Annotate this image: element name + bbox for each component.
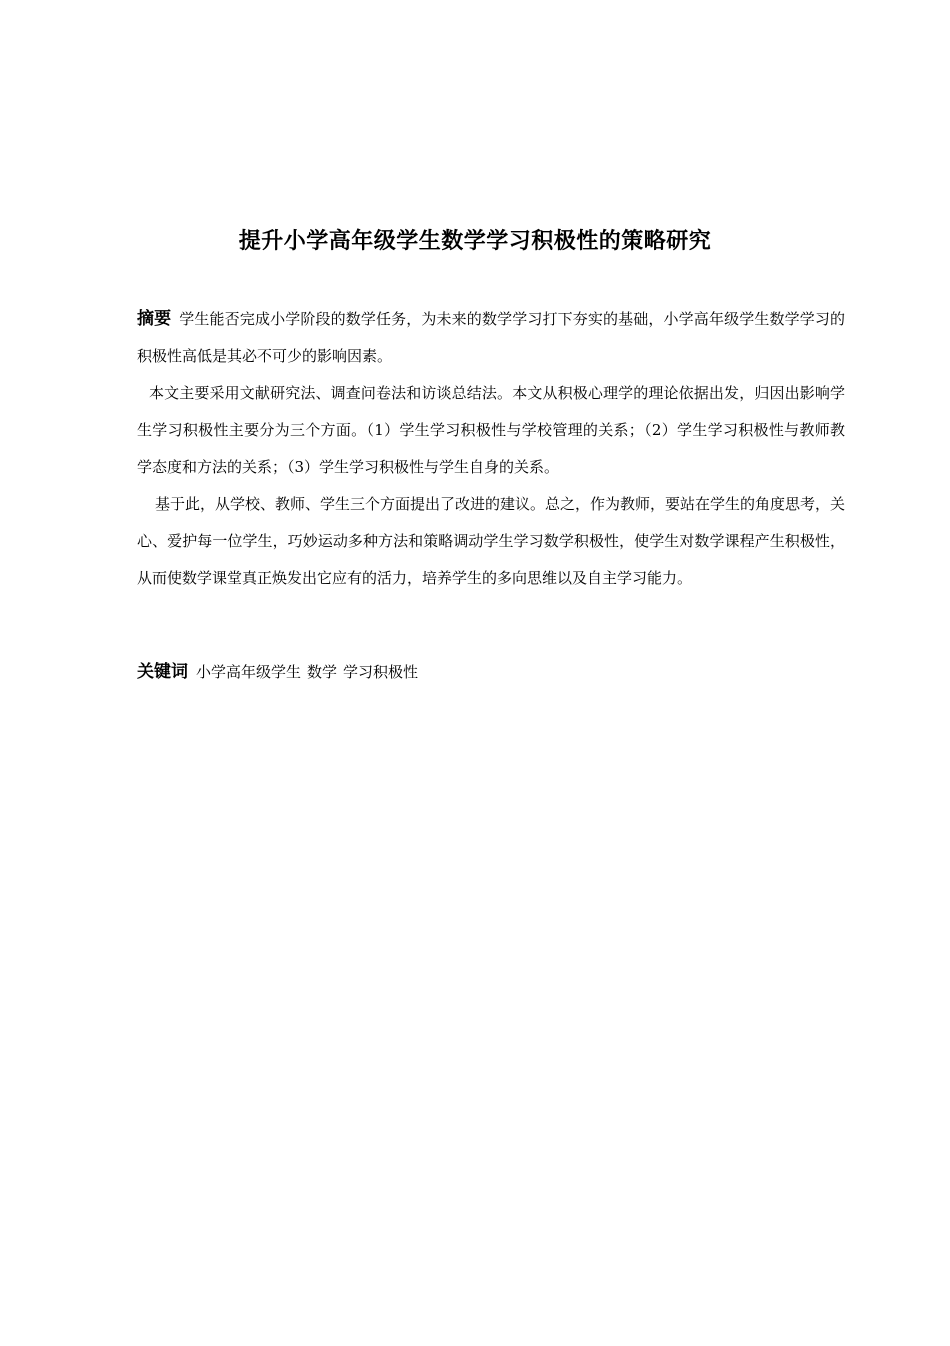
abstract-paragraph-3: 基于此，从学校、教师、学生三个方面提出了改进的建议。总之，作为教师，要站在学生的角度思考，关心、爱护每一位学生，巧妙运动多种方法和策略调动学生学习数学积极性，使学生对数学课程产生积极性，从而使数学课堂真正焕发出它应有的活力，培养学生的多向思维以及自主学习能力。 bbox=[137, 495, 846, 587]
keywords-section bbox=[137, 657, 845, 687]
document-title: 提升小学高年级学生数学学习积极性的策略研究 bbox=[238, 229, 712, 254]
keyword-item: 学习积极性 bbox=[343, 663, 419, 681]
abstract-paragraph-1 bbox=[137, 301, 845, 375]
abstract-paragraph-1-text: 学生能否完成小学阶段的数学任务，为未来的数学学习打下夯实的基础，小学高年级学生数学学习的积极性高低是其必不可少的影响因素。 bbox=[137, 310, 846, 365]
keyword-item: 数学 bbox=[307, 663, 338, 681]
keywords-label: 关键词 bbox=[137, 662, 188, 682]
abstract-label: 摘要 bbox=[137, 309, 172, 329]
abstract-section bbox=[137, 301, 845, 597]
keyword-item: 小学高年级学生 bbox=[196, 663, 302, 681]
abstract-paragraph-2: 本文主要采用文献研究法、调查问卷法和访谈总结法。本文从积极心理学的理论依据出发，归因出影响学生学习积极性主要分为三个方面。（1）学生学习积极性与学校管理的关系；（2）学生学习积极性与教师教学态度和方法的关系；（3）学生学习积极性与学生自身的关系。 bbox=[137, 384, 845, 476]
